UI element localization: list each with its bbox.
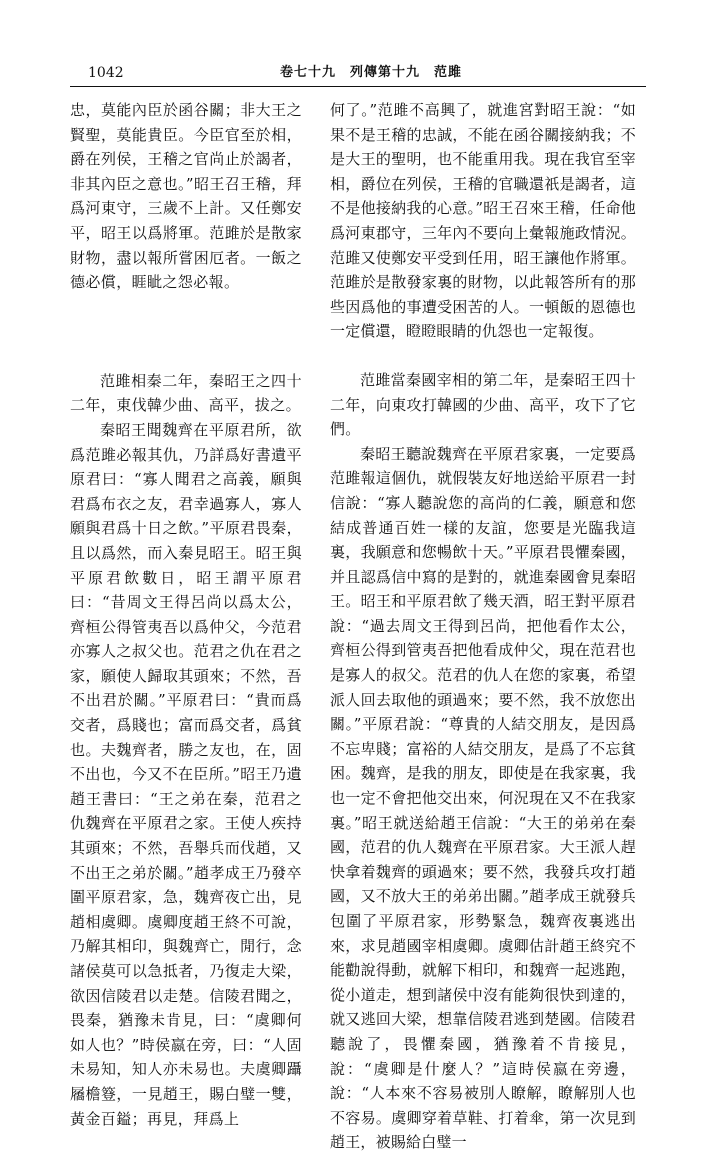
translation-paragraph-2: 范雎當秦國宰相的第二年，是秦昭王四十二年，向東攻打韓國的少曲、高平，攻下了它們。 xyxy=(330,370,636,439)
classical-paragraph-3: 秦昭王聞魏齊在平原君所，欲爲范雎必報其仇，乃詳爲好書遺平原君曰：“寡人聞君之高義，願與君爲布衣之友，君幸過寡人，寡人願與君爲十日之飲。”平原君畏秦，且以爲然，而入秦見昭王。昭王與平原君飲數日，昭王謂平原君曰：“昔周文王得呂尚以爲太公，齊桓公得管夷吾以爲仲父，今范君亦寡人之叔父也。范君之仇在君之家，願使人歸取其頭來；不然，吾不出君於關。”平原君曰：“貴而爲交者，爲賤也；富而爲交者，爲貧也。夫魏齊者，勝之友也，在，固不出也，今又不在臣所。”昭王乃遺趙王書曰：“王之弟在秦，范君之仇魏齊在平原君之家。王使人疾持其頭來；不然，吾舉兵而伐趙，又不出王之弟於關。”趙孝成王乃發卒圍平原君家，急，魏齊夜亡出，見趙相虞卿。虞卿度趙王終不可說，乃解其相印，與魏齊亡，閒行，念諸侯莫可以急抵者，乃復走大梁，欲因信陵君以走楚。信陵君聞之，畏秦，猶豫未肯見，曰：“虞卿何如人也？”時侯嬴在旁，曰：“人固未易知，知人亦未易也。夫虞卿躡屩檐簦，一見趙王，賜白璧一雙，黃金百鎰；再見，拜爲上 xyxy=(70,420,302,1128)
header-rule xyxy=(70,86,646,87)
page-header xyxy=(70,62,646,84)
paragraph-gap xyxy=(330,344,636,368)
classical-paragraph-1: 忠，莫能內臣於函谷關；非大王之賢聖，莫能貴臣。今臣官至於相，爵在列侯，王稽之官尚止於謁者，非其內臣之意也。”昭王召王稽，拜爲河東守，三歲不上計。又任鄭安平，昭王以爲將軍。范雎於是散家財物，盡以報所嘗困厄者。一飯之德必償，睚眦之怨必報。 xyxy=(70,101,302,292)
running-title: 卷七十九 列傳第十九 范雎 xyxy=(280,65,463,80)
translation-paragraph-3: 秦昭王聽說魏齊在平原君家裏，一定要爲范雎報這個仇，就假裝友好地送給平原君一封信說：“寡人聽說您的高尚的仁義，願意和您結成普通百姓一樣的友誼，您要是光臨我這裏，我願意和您暢飲十天。”平原君畏懼秦國，并且認爲信中寫的是對的，就進秦國會見秦昭王。昭王和平原君飲了幾天酒，昭王對平原君說：“過去周文王得到呂尚，把他看作太公，齊桓公得到管夷吾把他看成仲父，現在范君也是寡人的叔父。范君的仇人在您的家裏，希望派人回去取他的頭過來；要不然，我不放您出關。”平原君說：“尊貴的人結交朋友，是因爲不忘卑賤；富裕的人結交朋友，是爲了不忘貧困。魏齊，是我的朋友，即使是在我家裏，我也一定不會把他交出來，何況現在又不在我家裏。”昭王就送給趙王信說：“大王的弟弟在秦國，范君的仇人魏齊在平原君家。大王派人趕快拿着魏齊的頭過來；要不然，我發兵攻打趙國，又不放大王的弟弟出關。”趙孝成王就發兵包圍了平原君家，形勢緊急，魏齊夜裏逃出來，求見趙國宰相虞卿。虞卿估計趙王終究不能勸說得動，就解下相印，和魏齊一起逃跑，從小道走，想到諸侯中沒有能夠很快到達的，就又逃回大梁，想靠信陵君逃到楚國。信陵君聽說了，畏懼秦國，猶豫着不肯接見，說：“虞卿是什麼人？”這時侯嬴在旁邊，說：“人本來不容易被別人瞭解，瞭解別人也不容易。虞卿穿着草鞋、打着傘，第一次見到趙王，被賜給白璧一 xyxy=(330,444,636,1152)
paragraph-gap xyxy=(70,295,302,369)
classical-text-column xyxy=(70,98,302,1131)
translation-text-column xyxy=(330,98,636,1155)
page-number: 1042 xyxy=(88,65,124,81)
translation-paragraph-1: 何了。”范雎不高興了，就進宮對昭王說：“如果不是王稽的忠誠，不能在函谷關接納我；不是大王的聖明，也不能重用我。現在我官至宰相，爵位在列侯，王稽的官職還祇是謁者，這不是他接納我的心意。”昭王召來王稽，任命他爲河東郡守，三年內不要向上彙報施政情況。范雎又使鄭安平受到任用，昭王讓他作將軍。范雎於是散發家裏的財物，以此報答所有的那些因爲他的事遭受困苦的人。一頓飯的恩德也一定償還，瞪瞪眼睛的仇怨也一定報復。 xyxy=(330,101,636,341)
classical-paragraph-2: 范雎相秦二年，秦昭王之四十二年，東伐韓少曲、高平，拔之。 xyxy=(70,371,302,415)
